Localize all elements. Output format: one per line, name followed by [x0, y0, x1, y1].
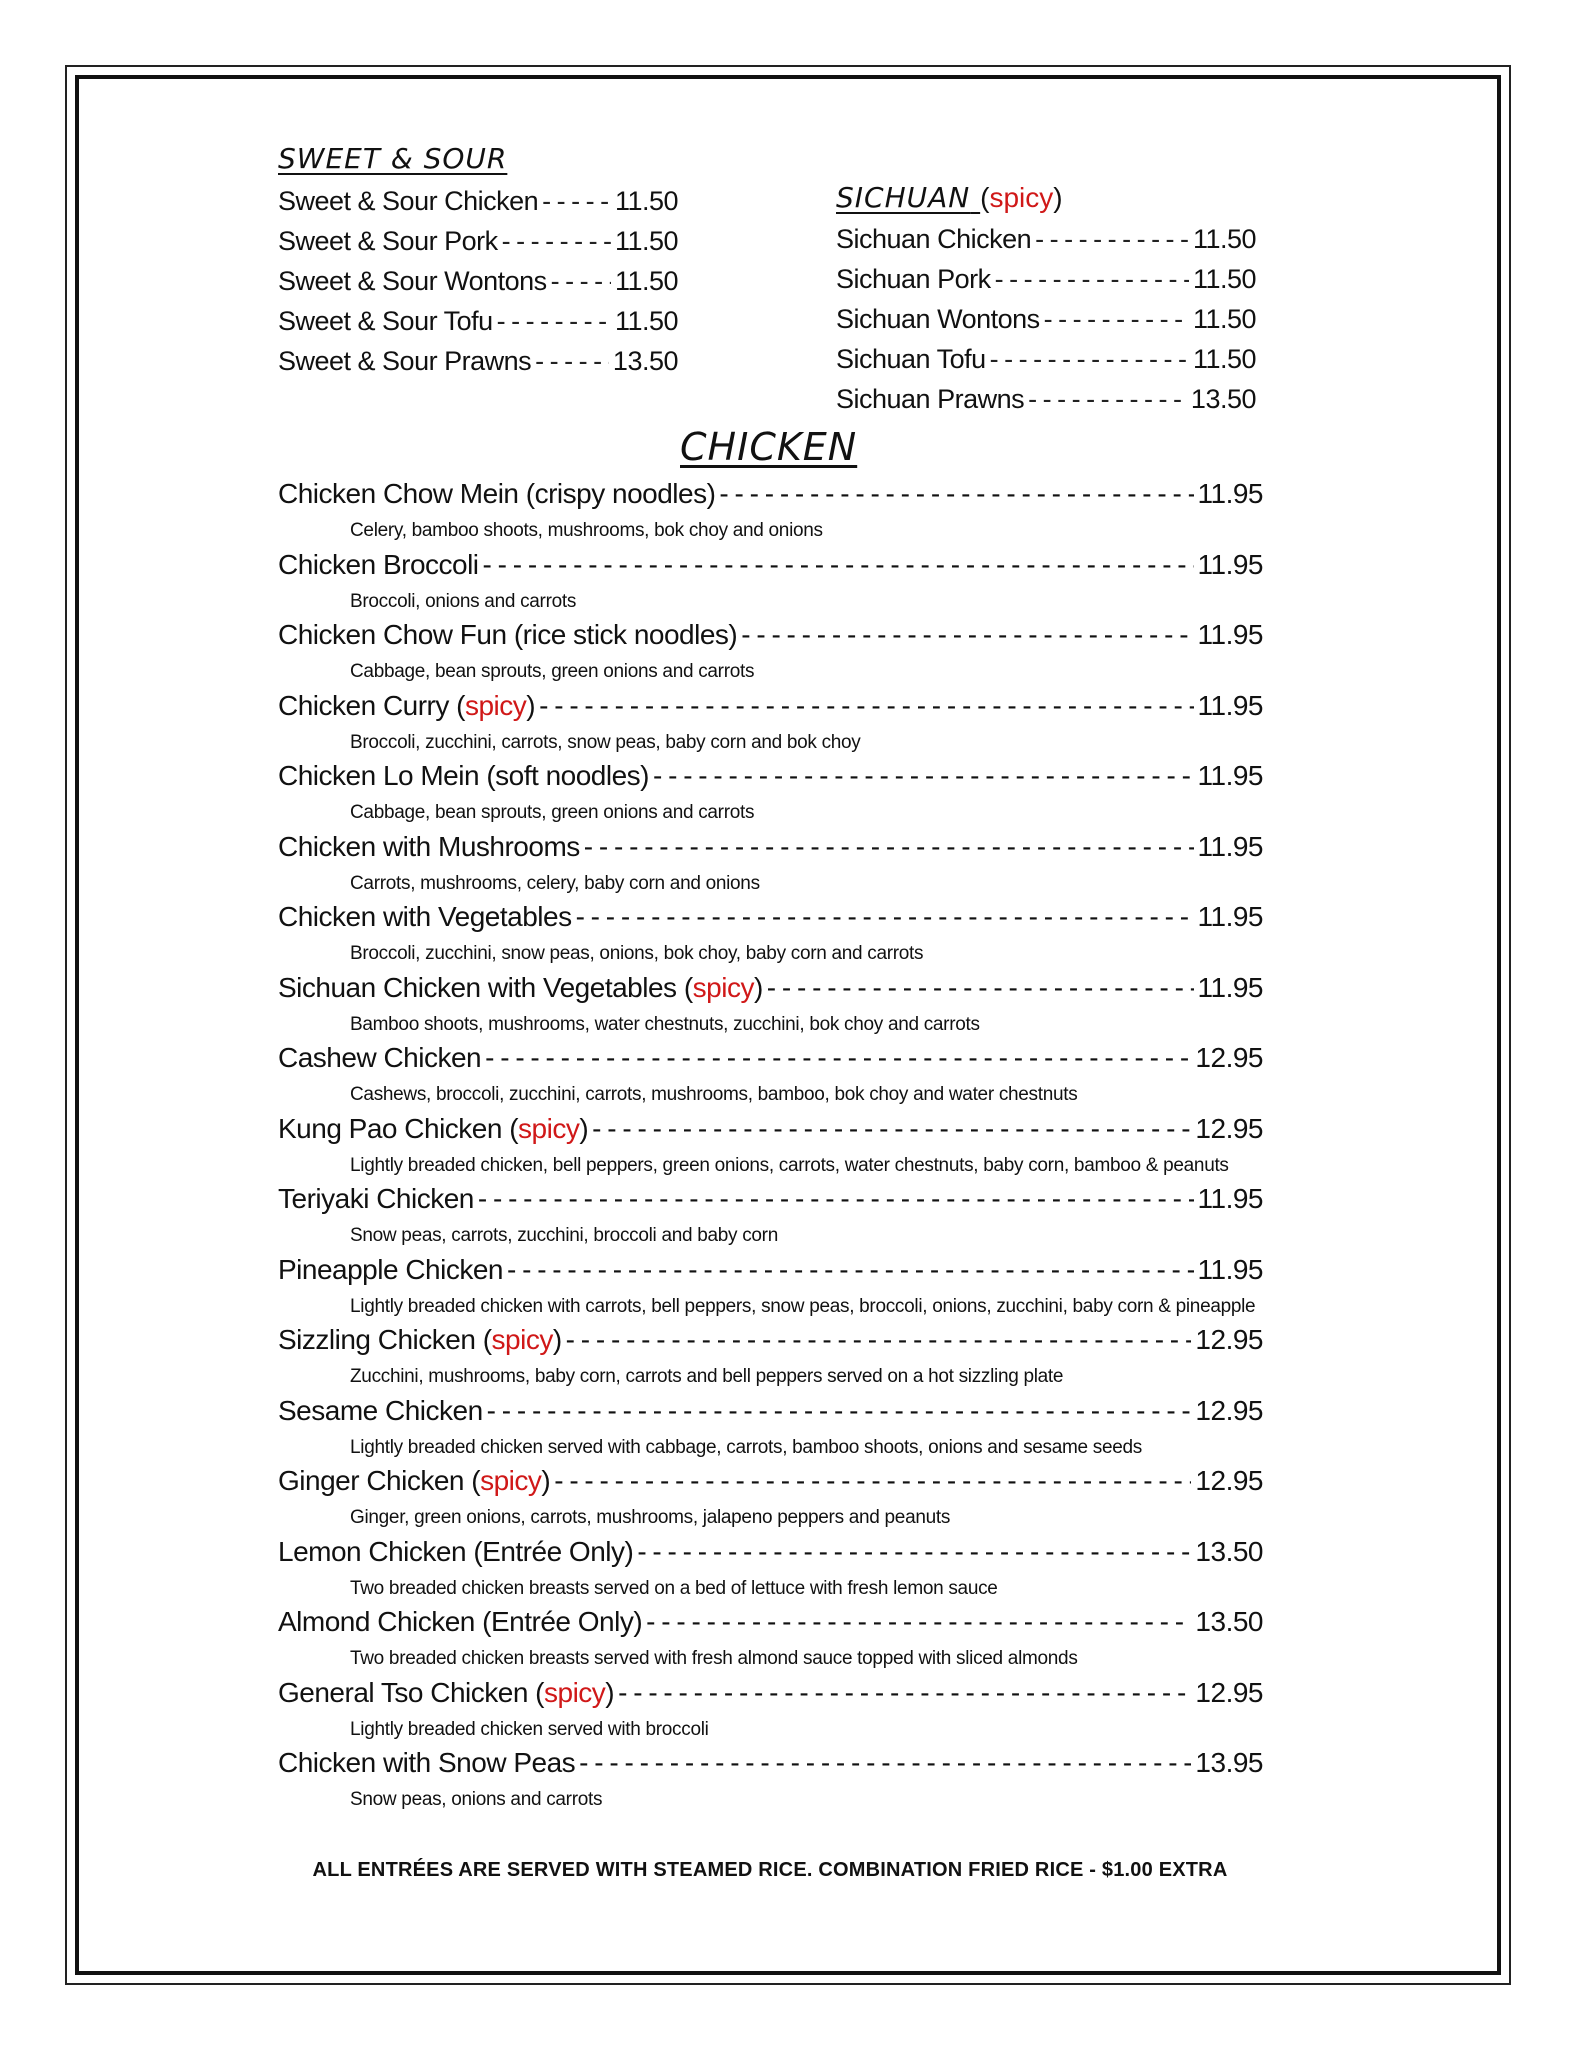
item-name-suffix: )	[526, 689, 536, 721]
item-name-text: Chicken Lo Mein (soft noodles)	[278, 760, 649, 791]
leader-dots	[637, 1536, 1191, 1568]
spicy-label: spicy	[491, 1324, 553, 1355]
item-price: 13.50	[1195, 1606, 1263, 1637]
sichuan-spicy-tag	[980, 182, 1062, 214]
item-line	[278, 1042, 1263, 1080]
item-description: Cabbage, bean sprouts, green onions and carrots	[350, 802, 755, 823]
item-name: Sichuan Tofu	[836, 344, 986, 374]
item-name	[278, 972, 763, 1004]
spicy-label: spicy	[544, 1676, 606, 1708]
menu-item	[278, 346, 678, 386]
item-name	[278, 478, 715, 510]
sichuan-list	[836, 224, 1256, 424]
item-price: 11.50	[614, 266, 678, 296]
menu-item	[836, 224, 1256, 264]
menu-item	[278, 760, 1263, 831]
leader-dots	[485, 1042, 1191, 1074]
item-name-suffix: )	[753, 971, 763, 1003]
menu-item	[278, 266, 678, 306]
item-price: 12.95	[1195, 1676, 1263, 1708]
spicy-label: spicy	[989, 182, 1054, 213]
menu-item	[278, 901, 1263, 972]
item-line	[278, 1606, 1263, 1644]
item-line	[278, 1183, 1263, 1221]
item-name-text: Chicken Chow Mein (crispy noodles)	[278, 478, 716, 509]
item-price: 11.95	[1197, 971, 1263, 1003]
menu-item	[278, 1677, 1263, 1748]
item-name-text: Chicken with Snow Peas	[278, 1747, 576, 1778]
item-price: 11.95	[1197, 689, 1263, 721]
item-name-text: Chicken Chow Fun (rice stick noodles)	[278, 619, 738, 650]
leader-dots	[767, 972, 1194, 1004]
item-name-suffix: )	[579, 1112, 589, 1144]
item-price: 11.95	[1197, 901, 1263, 932]
item-line	[278, 690, 1263, 728]
menu-item	[278, 1254, 1263, 1325]
item-price: 11.95	[1197, 1253, 1263, 1285]
item-name	[278, 831, 580, 863]
item-price: 12.95	[1195, 1112, 1263, 1144]
item-name	[278, 1677, 614, 1709]
item-name	[278, 760, 649, 792]
item-line	[278, 1113, 1263, 1151]
item-name	[278, 901, 572, 933]
item-price: 11.50	[614, 226, 678, 256]
item-name-text: Almond Chicken (Entrée Only)	[278, 1606, 643, 1637]
item-name-text: General Tso Chicken (	[278, 1676, 544, 1708]
item-description: Two breaded chicken breasts served on a bed of lettuce with fresh lemon sauce	[350, 1577, 998, 1599]
leader-dots	[990, 344, 1189, 375]
menu-item	[836, 304, 1256, 344]
item-name: Sichuan Chicken	[836, 224, 1032, 254]
item-name	[278, 1536, 633, 1568]
item-price: 13.50	[612, 346, 678, 376]
leader-dots	[646, 1606, 1191, 1638]
leader-dots	[539, 690, 1193, 722]
item-name-text: Chicken Broccoli	[278, 548, 479, 580]
item-name	[278, 1747, 575, 1779]
leader-dots	[497, 306, 611, 337]
leader-dots	[507, 1254, 1194, 1286]
spicy-label: spicy	[464, 689, 527, 721]
item-line	[278, 478, 1263, 516]
spicy-label: spicy	[518, 1112, 580, 1144]
leader-dots	[542, 186, 611, 217]
item-name: Sweet & Sour Wontons	[278, 266, 547, 296]
item-name-text: Chicken Curry (	[278, 689, 465, 721]
menu-item	[278, 972, 1263, 1043]
menu-item	[278, 831, 1263, 902]
item-name-text: Sizzling Chicken (	[278, 1324, 492, 1355]
leader-dots	[1035, 224, 1189, 255]
menu-item	[836, 384, 1256, 424]
item-name	[278, 1606, 642, 1638]
item-price: 12.95	[1195, 1394, 1263, 1426]
item-name	[278, 1254, 503, 1286]
item-name-suffix: )	[541, 1465, 551, 1496]
item-name	[278, 619, 737, 651]
leader-dots	[719, 478, 1193, 510]
menu-item	[836, 264, 1256, 304]
item-line	[278, 619, 1263, 657]
item-price: 11.50	[614, 186, 678, 216]
item-description: Bamboo shoots, mushrooms, water chestnuts, zucchini, bok choy and carrots	[350, 1013, 980, 1035]
menu-item	[278, 1113, 1263, 1184]
item-price: 11.95	[1197, 830, 1263, 862]
menu-item	[278, 1042, 1263, 1113]
leader-dots	[579, 1747, 1191, 1779]
leader-dots	[653, 760, 1194, 792]
section-title-sweet-sour: SWEET & SOUR	[278, 142, 508, 175]
item-name	[278, 549, 479, 581]
item-description: Lightly breaded chicken with carrots, bell peppers, snow peas, broccoli, onions, zucchini, baby corn & pineapple	[350, 1295, 1256, 1317]
leader-dots	[618, 1677, 1191, 1709]
item-description: Lightly breaded chicken served with cabbage, carrots, bamboo shoots, onions and sesame seeds	[350, 1436, 1142, 1458]
item-description: Broccoli, zucchini, carrots, snow peas, baby corn and bok choy	[350, 731, 861, 753]
item-description: Broccoli, zucchini, snow peas, onions, bok choy, baby corn and carrots	[350, 943, 924, 964]
section-title-sichuan	[836, 181, 1063, 214]
item-description: Lightly breaded chicken, bell peppers, green onions, carrots, water chestnuts, baby corn, bamboo & peanuts	[350, 1154, 1229, 1176]
item-description: Lightly breaded chicken served with broccoli	[350, 1718, 709, 1740]
item-name-text: Chicken with Mushrooms	[278, 830, 580, 862]
item-description: Cabbage, bean sprouts, green onions and carrots	[350, 661, 755, 682]
spicy-label: spicy	[480, 1465, 542, 1496]
item-name	[278, 1465, 550, 1497]
leader-dots	[554, 1465, 1191, 1497]
item-name-text: Sichuan Chicken with Vegetables (	[278, 971, 693, 1003]
sichuan-title-text: SICHUAN	[836, 181, 971, 214]
leader-dots	[1028, 384, 1187, 415]
menu-item	[836, 344, 1256, 384]
menu-item	[278, 549, 1263, 620]
item-line	[278, 831, 1263, 869]
item-line	[278, 1254, 1263, 1292]
sweet-sour-list	[278, 186, 678, 386]
item-price: 11.50	[1192, 304, 1256, 334]
item-price: 12.95	[1195, 1042, 1263, 1073]
item-name	[278, 690, 535, 722]
item-name: Sweet & Sour Pork	[278, 226, 498, 256]
leader-dots	[502, 226, 611, 257]
item-name: Sweet & Sour Prawns	[278, 346, 532, 376]
chicken-list	[278, 478, 1263, 1818]
item-name-suffix: )	[552, 1324, 562, 1355]
item-price: 12.95	[1195, 1324, 1263, 1355]
leader-dots	[487, 1395, 1192, 1427]
item-description: Zucchini, mushrooms, baby corn, carrots and bell peppers served on a hot sizzling plate	[350, 1366, 1064, 1387]
item-price: 13.50	[1195, 1535, 1263, 1567]
item-price: 13.95	[1195, 1747, 1263, 1778]
menu-item	[278, 1395, 1263, 1466]
item-line	[278, 1677, 1263, 1715]
item-name	[278, 1113, 588, 1145]
item-name-text: Cashew Chicken	[278, 1042, 482, 1073]
item-price: 11.50	[1192, 264, 1256, 294]
item-name: Sichuan Prawns	[836, 384, 1025, 414]
leader-dots	[1044, 304, 1189, 335]
item-description: Cashews, broccoli, zucchini, carrots, mushrooms, bamboo, bok choy and water chestnuts	[350, 1084, 1078, 1105]
item-line	[278, 901, 1263, 939]
menu-item	[278, 1324, 1263, 1395]
item-name-text: Kung Pao Chicken (	[278, 1112, 519, 1144]
leader-dots	[584, 831, 1194, 863]
item-name: Sweet & Sour Tofu	[278, 306, 493, 336]
item-description: Snow peas, onions and carrots	[350, 1789, 603, 1810]
item-line	[278, 1395, 1263, 1433]
item-description: Two breaded chicken breasts served with fresh almond sauce topped with sliced almonds	[350, 1648, 1078, 1669]
leader-dots	[483, 549, 1194, 581]
menu-item	[278, 1465, 1263, 1536]
footer-note: ALL ENTRÉES ARE SERVED WITH STEAMED RICE. COMBINATION FRIED RICE - $1.00 EXTRA	[312, 1859, 1228, 1881]
item-description: Carrots, mushrooms, celery, baby corn and onions	[350, 872, 760, 894]
item-description: Celery, bamboo shoots, mushrooms, bok choy and onions	[350, 520, 823, 541]
item-price: 11.95	[1197, 1183, 1263, 1214]
leader-dots	[551, 266, 611, 297]
item-name-suffix: )	[605, 1676, 615, 1708]
item-price: 11.50	[1192, 344, 1256, 374]
item-name-text: Sesame Chicken	[278, 1394, 483, 1426]
item-description: Ginger, green onions, carrots, mushrooms, jalapeno peppers and peanuts	[350, 1507, 951, 1528]
item-name-text: Pineapple Chicken	[278, 1253, 503, 1285]
item-line	[278, 1536, 1263, 1574]
menu-item	[278, 619, 1263, 690]
item-line	[278, 1324, 1263, 1362]
item-price: 11.95	[1197, 619, 1263, 650]
item-line	[278, 1465, 1263, 1503]
leader-dots	[995, 264, 1189, 295]
item-description: Broccoli, onions and carrots	[350, 590, 577, 612]
item-name: Sichuan Wontons	[836, 304, 1040, 334]
menu-item	[278, 186, 678, 226]
item-price: 12.95	[1195, 1465, 1263, 1496]
leader-dots	[566, 1324, 1192, 1356]
sichuan-tag-open: (	[980, 182, 990, 213]
menu-item	[278, 306, 678, 346]
item-name	[278, 1042, 481, 1074]
item-name-text: Teriyaki Chicken	[278, 1183, 474, 1214]
menu-item	[278, 478, 1263, 549]
menu-item	[278, 1183, 1263, 1254]
item-line	[278, 549, 1263, 587]
item-line	[278, 760, 1263, 798]
leader-dots	[576, 901, 1194, 933]
menu-item	[278, 1606, 1263, 1677]
item-line	[278, 972, 1263, 1010]
item-name	[278, 1183, 474, 1215]
spicy-label: spicy	[692, 971, 754, 1003]
item-price: 11.50	[614, 306, 678, 336]
item-price: 11.95	[1197, 760, 1263, 791]
item-price: 11.95	[1197, 478, 1263, 509]
sichuan-tag-close: )	[1053, 182, 1063, 213]
item-description: Snow peas, carrots, zucchini, broccoli and baby corn	[350, 1225, 778, 1246]
item-name	[278, 1324, 562, 1356]
item-name: Sichuan Pork	[836, 264, 991, 294]
menu-item	[278, 1536, 1263, 1607]
section-title-chicken: CHICKEN	[680, 425, 858, 469]
menu-item	[278, 690, 1263, 761]
item-name-text: Lemon Chicken (Entrée Only)	[278, 1535, 634, 1567]
menu-item	[278, 1747, 1263, 1818]
leader-dots	[741, 619, 1193, 651]
item-price: 13.50	[1190, 384, 1256, 414]
item-price: 11.95	[1197, 548, 1263, 580]
leader-dots	[478, 1183, 1194, 1215]
item-name: Sweet & Sour Chicken	[278, 186, 539, 216]
item-price: 11.50	[1192, 224, 1256, 254]
leader-dots	[535, 346, 609, 377]
leader-dots	[592, 1113, 1191, 1145]
item-name-text: Chicken with Vegetables	[278, 901, 572, 932]
item-name-text: Ginger Chicken (	[278, 1465, 481, 1496]
item-line	[278, 1747, 1263, 1785]
item-name	[278, 1395, 483, 1427]
menu-item	[278, 226, 678, 266]
